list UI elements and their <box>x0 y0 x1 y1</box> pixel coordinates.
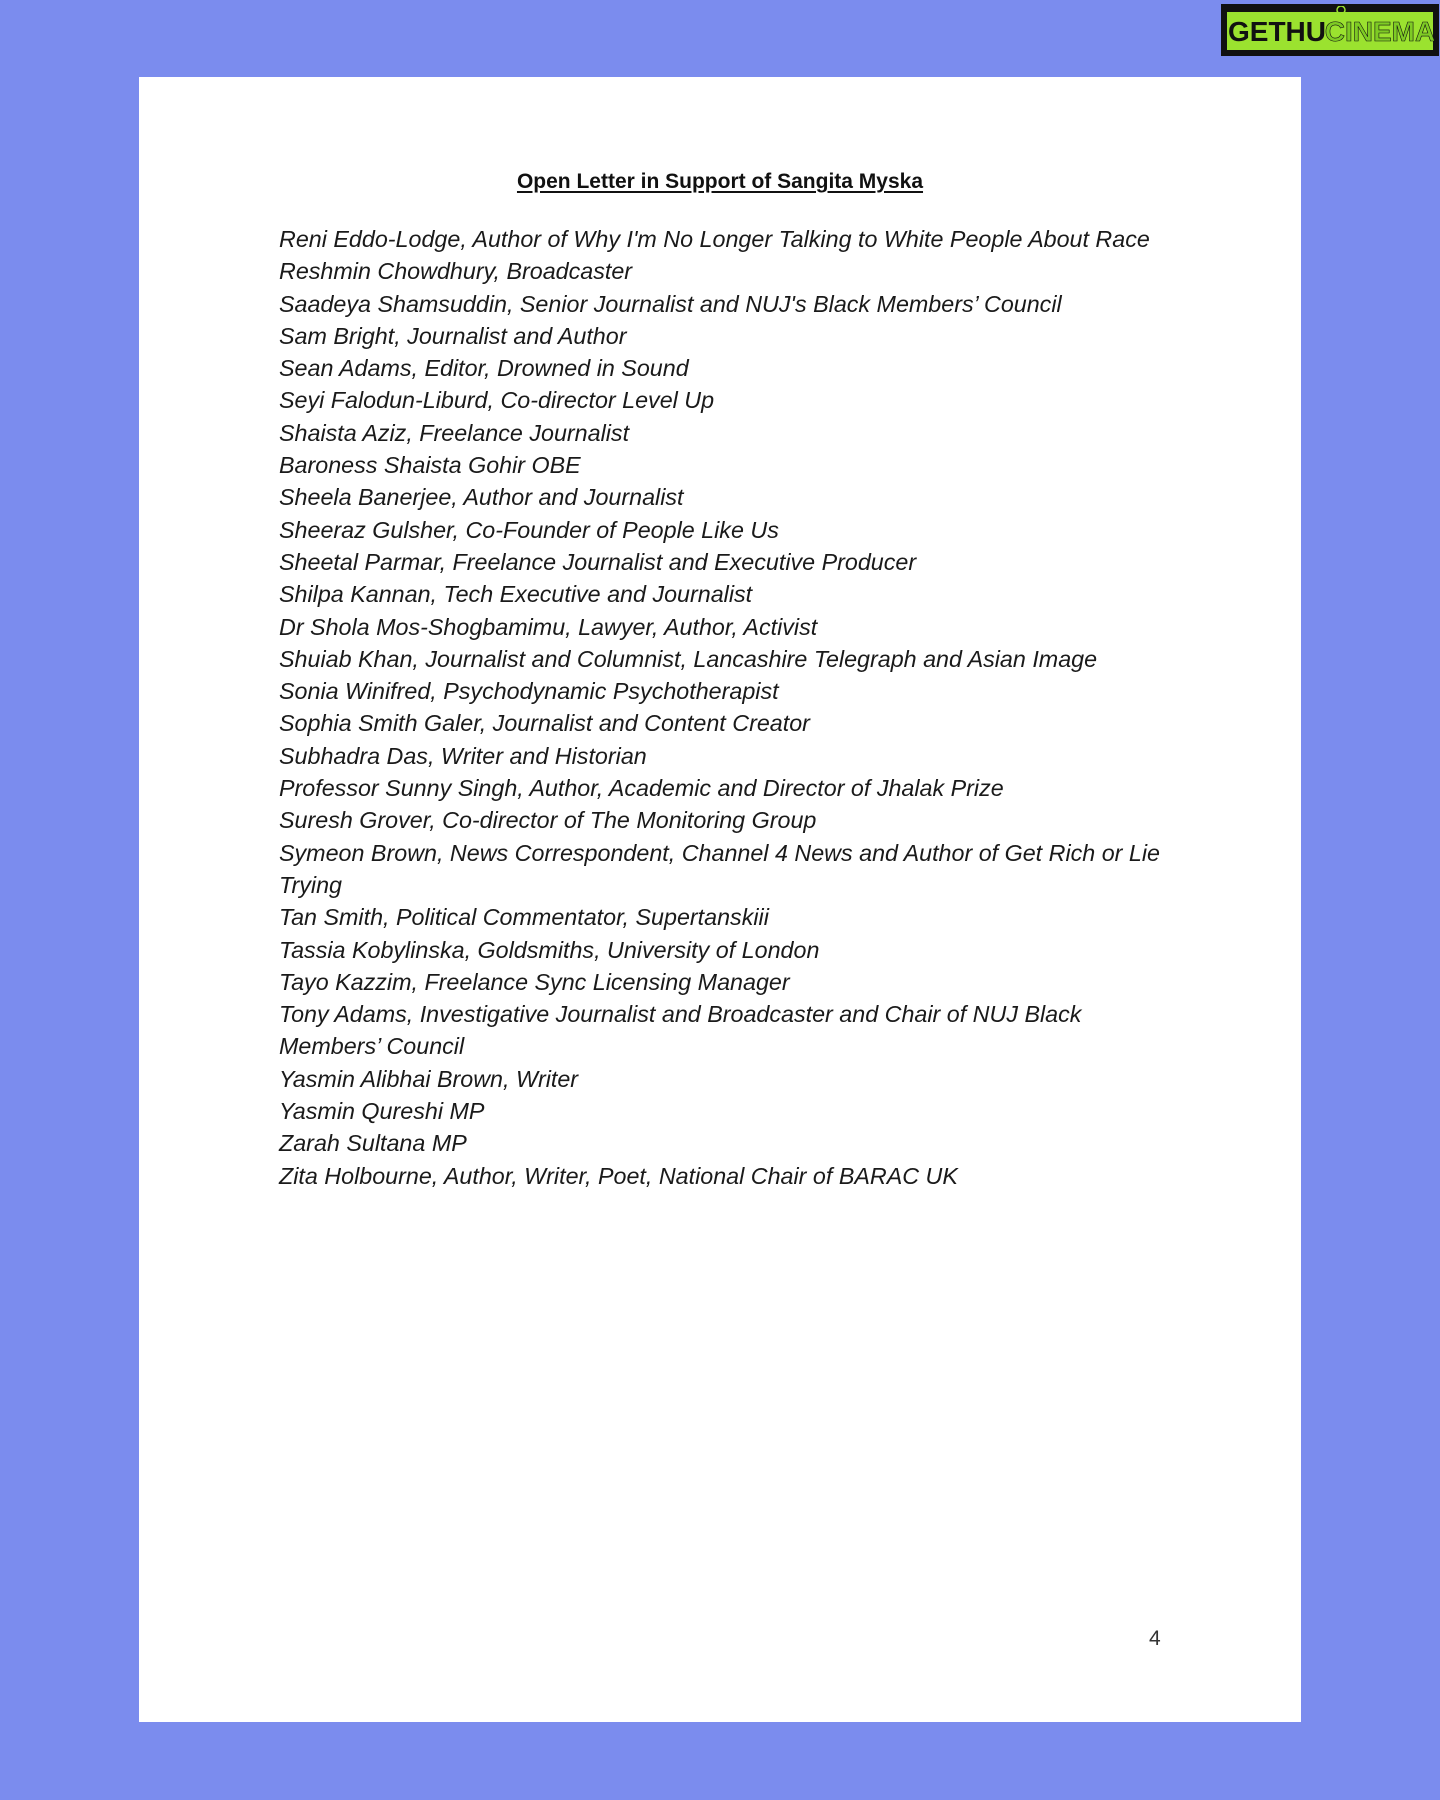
signatory-item: Yasmin Alibhai Brown, Writer <box>279 1065 579 1092</box>
signatory-item: Reshmin Chowdhury, Broadcaster <box>279 258 633 285</box>
logo-graphic <box>1223 6 1437 54</box>
document-title: Open Letter in Support of Sangita Myska <box>516 170 924 193</box>
page-number: 4 <box>1149 1627 1161 1650</box>
watermark-logo <box>1221 4 1439 56</box>
signatory-item: Tony Adams, Investigative Journalist and Broadcaster and Chair of NUJ Black Members’ Council <box>279 1001 1082 1060</box>
signatory-item: Dr Shola Mos-Shogbamimu, Lawyer, Author, Activist <box>279 613 818 640</box>
signatory-item: Sophia Smith Galer, Journalist and Content Creator <box>279 710 810 737</box>
signatory-item: Sheetal Parmar, Freelance Journalist and Executive Producer <box>279 548 917 575</box>
signatory-item: Shuiab Khan, Journalist and Columnist, Lancashire Telegraph and Asian Image <box>279 645 1098 672</box>
signatory-item: Subhadra Das, Writer and Historian <box>279 742 647 769</box>
signatory-item: Reni Eddo-Lodge, Author of Why I'm No Longer Talking to White People About Race <box>279 226 1150 252</box>
signatory-item: Sheeraz Gulsher, Co-Founder of People Like Us <box>279 516 779 543</box>
signatory-item: Sean Adams, Editor, Drowned in Sound <box>279 355 689 382</box>
signatory-item: Suresh Grover, Co-director of The Monitoring Group <box>279 807 817 834</box>
signatory-item: Baroness Shaista Gohir OBE <box>279 452 581 479</box>
signatory-item: Sam Bright, Journalist and Author <box>279 322 627 349</box>
signatory-item: Shaista Aziz, Freelance Journalist <box>279 419 630 446</box>
signatory-item: Tassia Kobylinska, Goldsmiths, University of London <box>279 936 820 963</box>
signatory-item: Yasmin Qureshi MP <box>279 1098 485 1125</box>
signatory-item: Symeon Brown, News Correspondent, Channel 4 News and Author of Get Rich or Lie Trying <box>279 839 1160 898</box>
document-page <box>139 77 1301 1722</box>
signatory-item: Seyi Falodun-Liburd, Co-director Level Up <box>279 387 715 414</box>
signatory-item: Tayo Kazzim, Freelance Sync Licensing Manager <box>279 968 790 995</box>
signatory-item: Sonia Winifred, Psychodynamic Psychotherapist <box>279 678 779 705</box>
logo-text-secondary: CINEMA <box>1324 16 1436 47</box>
signatory-item: Zarah Sultana MP <box>279 1130 467 1157</box>
signatory-item: Sheela Banerjee, Author and Journalist <box>279 484 684 511</box>
signatory-item: Zita Holbourne, Author, Writer, Poet, National Chair of BARAC UK <box>279 1162 958 1189</box>
logo-text-primary: GETHU <box>1228 16 1326 47</box>
signatory-item: Shilpa Kannan, Tech Executive and Journalist <box>279 581 753 608</box>
signatory-item: Professor Sunny Singh, Author, Academic and Director of Jhalak Prize <box>279 775 1004 802</box>
signatory-item: Tan Smith, Political Commentator, Supertanskiii <box>279 904 769 931</box>
signatories-list <box>279 223 1179 1192</box>
signatory-item: Saadeya Shamsuddin, Senior Journalist and NUJ's Black Members’ Council <box>279 290 1062 317</box>
